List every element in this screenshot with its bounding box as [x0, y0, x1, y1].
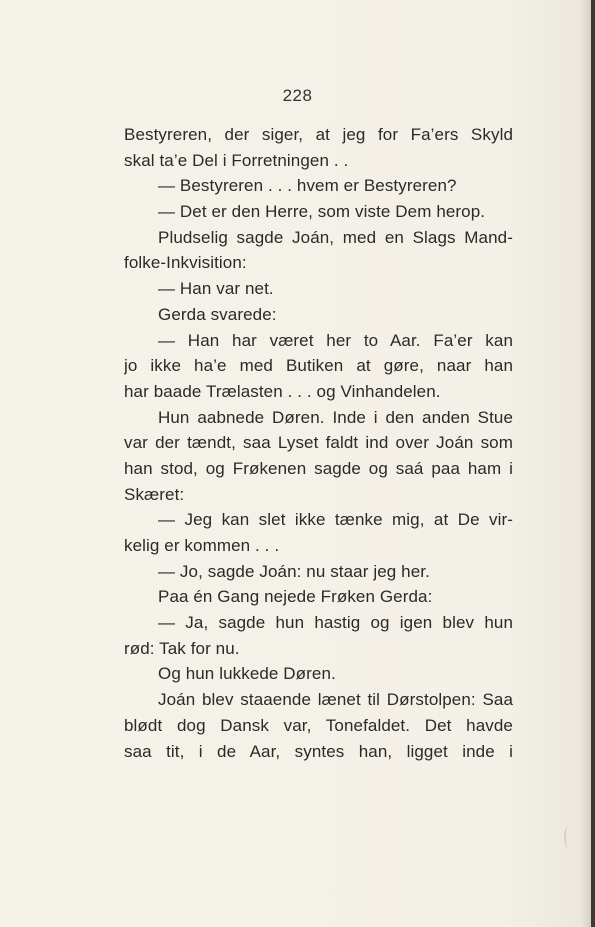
- text-line: — Han var net.: [158, 279, 274, 299]
- page-edge-shadow: [581, 0, 591, 927]
- text-line: saa tit, i de Aar, syntes han, ligget inde i: [124, 741, 513, 761]
- text-line: — Jo, sagde Joán: nu staar jeg her.: [158, 561, 430, 581]
- text-line: jo ikke ha’e med Butiken at gøre, naar han: [124, 356, 513, 376]
- text-line: folke-Inkvisition:: [124, 253, 247, 273]
- text-line: rød: Tak for nu.: [124, 638, 240, 658]
- text-line: han stod, og Frøkenen sagde og saá paa ham i: [124, 458, 513, 478]
- page-edge: [591, 0, 595, 927]
- page-number: 228: [282, 86, 313, 105]
- text-line: Paa én Gang nejede Frøken Gerda:: [158, 587, 433, 607]
- text-line: Hun aabnede Døren. Inde i den anden Stue: [158, 407, 513, 427]
- body-text: [124, 122, 513, 764]
- text-line: — Jeg kan slet ikke tænke mig, at De vir-: [158, 510, 513, 530]
- text-line: Joán blev staaende lænet til Dørstolpen: Saa: [158, 690, 513, 710]
- text-line: Skæret:: [124, 484, 185, 504]
- text-line: — Det er den Herre, som viste Dem herop.: [158, 202, 486, 222]
- text-line: Bestyreren, der siger, at jeg for Fa’ers Skyld: [124, 125, 513, 144]
- text-line: Pludselig sagde Joán, med en Slags Mand-: [158, 227, 513, 247]
- text-line: — Ja, sagde hun hastig og igen blev hun: [158, 613, 513, 633]
- text-line: skal ta’e Del i Forretningen . .: [124, 150, 349, 170]
- text-line: har baade Trælasten . . . og Vinhandelen.: [124, 381, 441, 401]
- text-line: Gerda svarede:: [158, 304, 277, 324]
- text-line: blødt dog Dansk var, Tonefaldet. Det havde: [124, 715, 513, 735]
- paper-mark: [564, 826, 572, 848]
- text-line: — Han har været her to Aar. Fa’er kan: [158, 330, 513, 350]
- text-line: kelig er kommen . . .: [124, 536, 280, 555]
- text-line: — Bestyreren . . . hvem er Bestyreren?: [158, 176, 457, 196]
- text-line: var der tændt, saa Lyset faldt ind over Joán som: [124, 433, 513, 453]
- text-line: Og hun lukkede Døren.: [158, 664, 336, 684]
